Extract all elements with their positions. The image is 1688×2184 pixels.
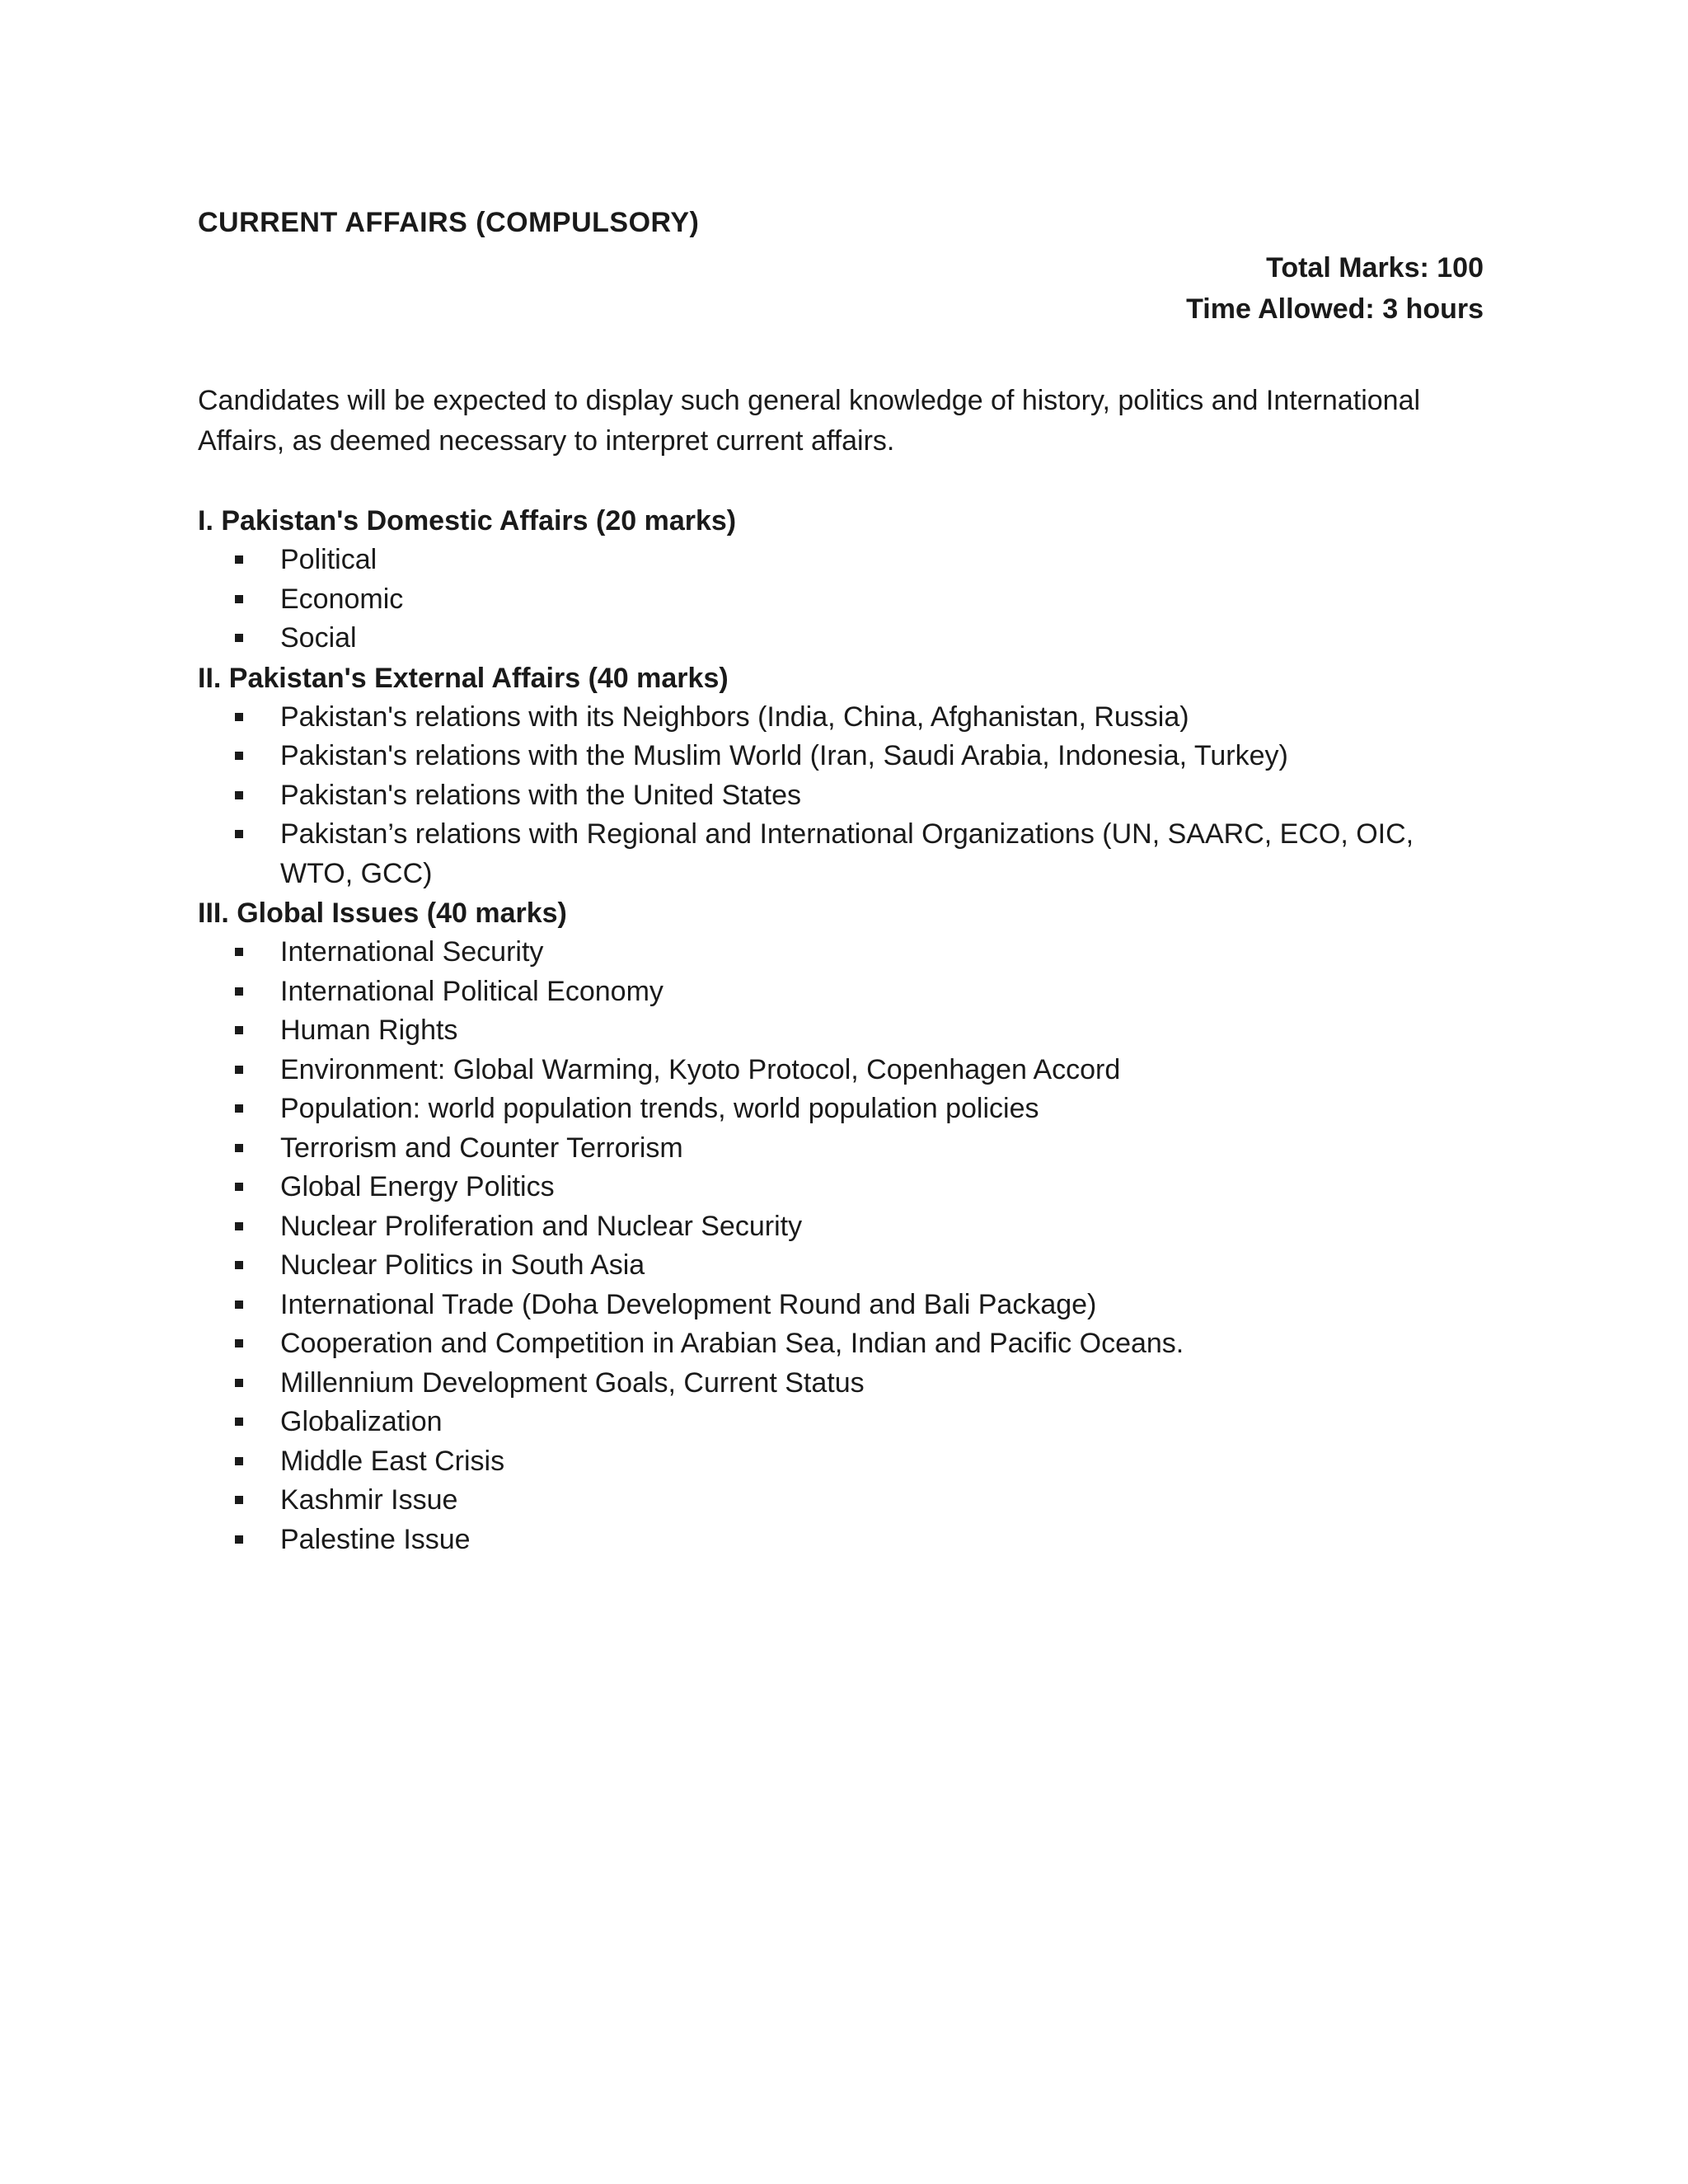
square-bullet-icon — [235, 1496, 243, 1504]
square-bullet-icon — [235, 752, 243, 760]
list-item — [198, 1051, 1484, 1090]
square-bullet-icon — [235, 1261, 243, 1269]
topic-list — [198, 541, 1484, 658]
list-item-text: Environment: Global Warming, Kyoto Protocol, Copenhagen Accord — [280, 1053, 1121, 1085]
square-bullet-icon — [235, 1222, 243, 1230]
square-bullet-icon — [235, 1535, 243, 1544]
list-item-text: Palestine Issue — [280, 1523, 471, 1555]
total-marks: Total Marks: 100 — [1266, 252, 1484, 284]
section-heading: I. Pakistan's Domestic Affairs (20 marks) — [198, 505, 737, 537]
list-item-text: Millennium Development Goals, Current Status — [280, 1366, 865, 1399]
square-bullet-icon — [235, 1457, 243, 1465]
list-item — [198, 737, 1484, 776]
square-bullet-icon — [235, 1301, 243, 1309]
list-item-text: Global Energy Politics — [280, 1171, 555, 1202]
list-item-text: International Political Economy — [280, 975, 663, 1007]
square-bullet-icon — [235, 1026, 243, 1034]
list-item — [198, 972, 1484, 1012]
list-item-text: Economic — [280, 583, 404, 615]
list-item — [198, 1442, 1484, 1482]
list-item-text: Nuclear Politics in South Asia — [280, 1249, 645, 1281]
list-item — [198, 580, 1484, 620]
list-item — [198, 933, 1484, 972]
list-item-text: Pakistan's relations with the Muslim World (Iran, Saudi Arabia, Indonesia, Turkey) — [280, 740, 1288, 771]
list-item — [198, 1011, 1484, 1051]
list-item-text: Pakistan’s relations with Regional and International Organizations (UN, SAARC, ECO, OIC, WTO, GCC) — [280, 818, 1414, 889]
list-item — [198, 1403, 1484, 1442]
list-item — [198, 698, 1484, 738]
list-item-text: Globalization — [280, 1406, 443, 1437]
document-page — [198, 206, 1484, 1559]
list-item-text: Political — [280, 544, 377, 575]
topic-list — [198, 933, 1484, 1559]
list-item — [198, 1481, 1484, 1521]
list-item — [198, 1521, 1484, 1560]
list-item-text: International Security — [280, 936, 544, 968]
section-heading: III. Global Issues (40 marks) — [198, 898, 567, 929]
list-item — [198, 815, 1484, 893]
list-item-text: Nuclear Proliferation and Nuclear Security — [280, 1210, 803, 1242]
square-bullet-icon — [235, 1104, 243, 1113]
list-item — [198, 1364, 1484, 1404]
square-bullet-icon — [235, 948, 243, 956]
list-item-text: Pakistan's relations with its Neighbors (India, China, Afghanistan, Russia) — [280, 701, 1189, 733]
square-bullet-icon — [235, 1066, 243, 1074]
list-item — [198, 1324, 1484, 1364]
square-bullet-icon — [235, 1379, 243, 1387]
list-item-text: Social — [280, 622, 357, 654]
section-heading: II. Pakistan's External Affairs (40 marks) — [198, 662, 729, 694]
list-item-text: Population: world population trends, world population policies — [280, 1093, 1039, 1124]
square-bullet-icon — [235, 555, 243, 564]
section-global-issues — [198, 893, 1484, 1559]
list-item — [198, 1246, 1484, 1286]
list-item-text: Middle East Crisis — [280, 1445, 505, 1477]
time-allowed: Time Allowed: 3 hours — [1186, 293, 1484, 325]
list-item — [198, 1207, 1484, 1247]
square-bullet-icon — [235, 791, 243, 799]
square-bullet-icon — [235, 1144, 243, 1152]
list-item-text: International Trade (Doha Development Round and Bali Package) — [280, 1288, 1097, 1320]
topic-list — [198, 698, 1484, 894]
list-item — [198, 1168, 1484, 1207]
square-bullet-icon — [235, 1183, 243, 1191]
list-item — [198, 1286, 1484, 1325]
square-bullet-icon — [235, 830, 243, 838]
list-item-text: Terrorism and Counter Terrorism — [280, 1132, 683, 1164]
section-domestic-affairs — [198, 501, 1484, 658]
exam-meta — [198, 247, 1484, 330]
list-item-text: Cooperation and Competition in Arabian Sea, Indian and Pacific Oceans. — [280, 1328, 1184, 1359]
square-bullet-icon — [235, 1339, 243, 1347]
square-bullet-icon — [235, 987, 243, 996]
intro-paragraph: Candidates will be expected to display such general knowledge of history, politics and International Affairs, as deemed necessary to interpret current affairs. — [198, 385, 1421, 457]
list-item-text: Pakistan's relations with the United States — [280, 779, 802, 811]
square-bullet-icon — [235, 634, 243, 642]
document-title: CURRENT AFFAIRS (COMPULSORY) — [198, 207, 700, 238]
list-item — [198, 1129, 1484, 1169]
square-bullet-icon — [235, 713, 243, 721]
list-item — [198, 541, 1484, 580]
square-bullet-icon — [235, 595, 243, 603]
square-bullet-icon — [235, 1418, 243, 1426]
list-item — [198, 776, 1484, 816]
list-item-text: Human Rights — [280, 1015, 458, 1046]
list-item — [198, 619, 1484, 658]
list-item — [198, 1090, 1484, 1129]
section-external-affairs — [198, 658, 1484, 894]
list-item-text: Kashmir Issue — [280, 1484, 458, 1516]
